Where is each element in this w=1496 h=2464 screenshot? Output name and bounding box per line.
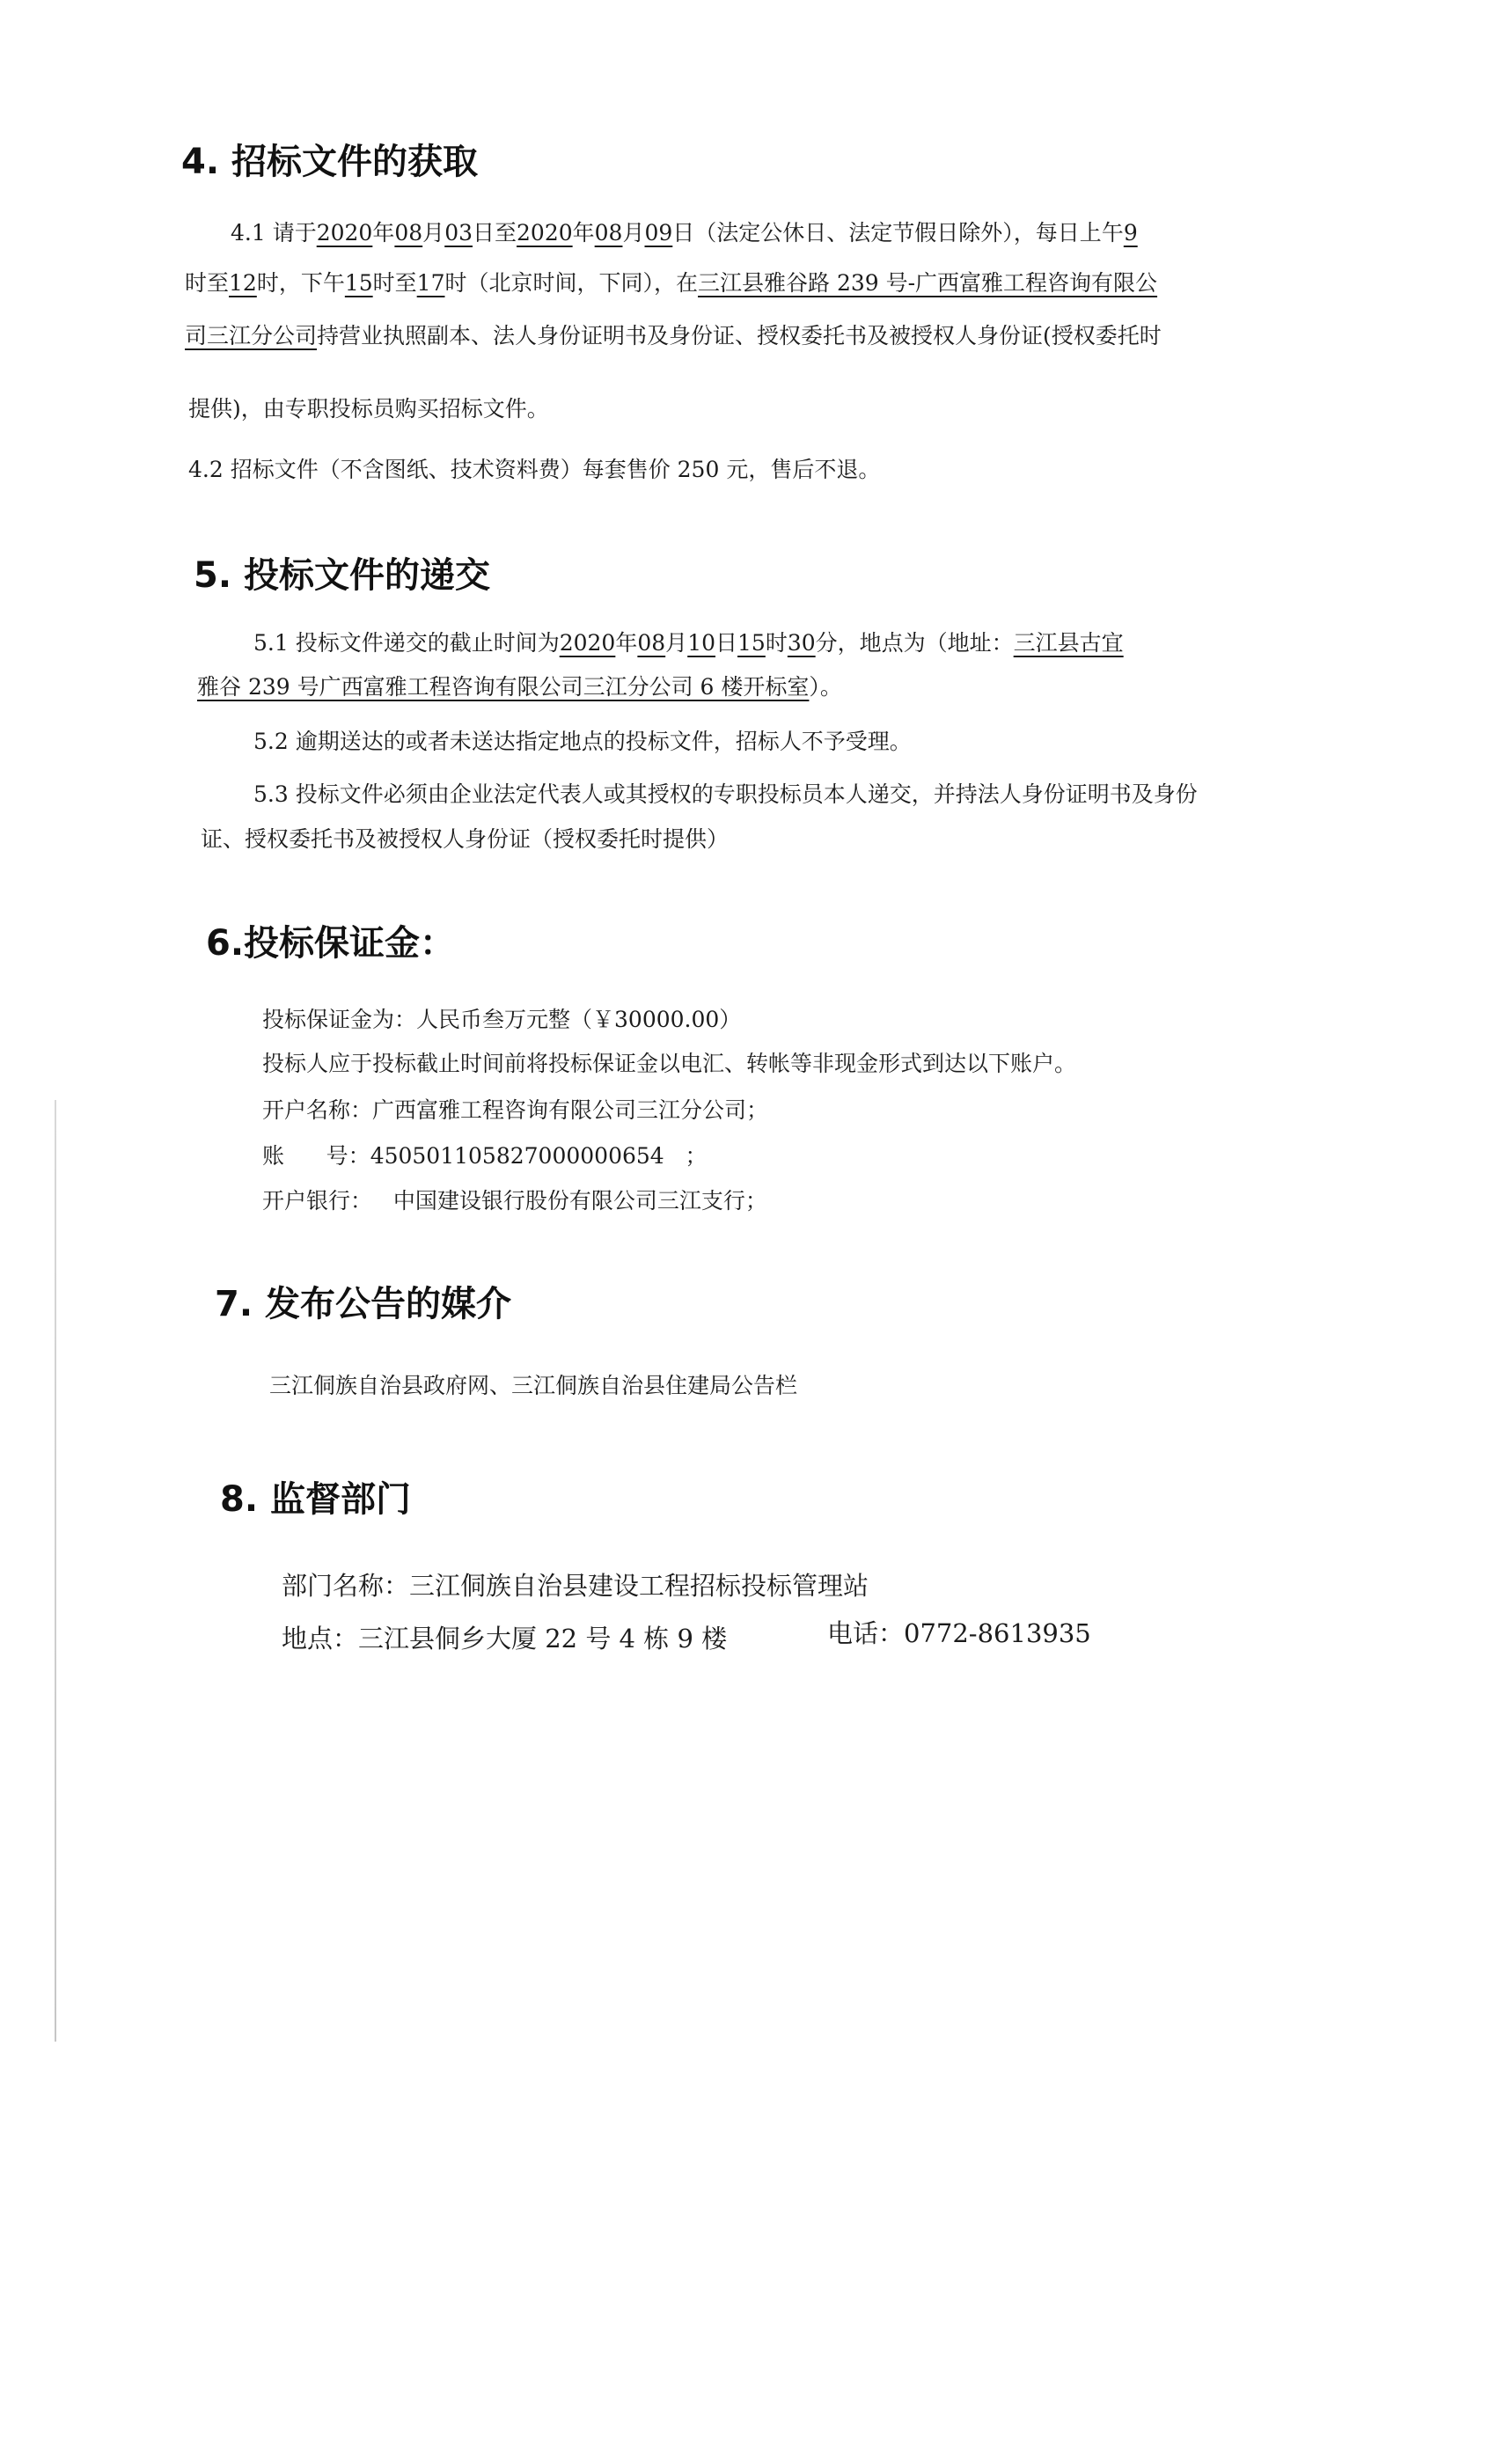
account-label: 账 号： bbox=[262, 1143, 370, 1169]
pm-end-hour: 17 bbox=[416, 270, 445, 296]
deadline-minute: 30 bbox=[787, 630, 816, 656]
section-5-3-line-1: 5.3 投标文件必须由企业法定代表人或其授权的专职投标员本人递交，并持法人身份证明书及身份 bbox=[253, 781, 1198, 807]
end-month: 08 bbox=[594, 220, 623, 246]
section-7-heading: 7. 发布公告的媒介 bbox=[215, 1284, 511, 1324]
text: 分，地点为（地址： bbox=[815, 630, 1014, 656]
bank-name: 开户银行： 中国建设银行股份有限公司三江支行； bbox=[262, 1188, 767, 1214]
text: 时 bbox=[765, 630, 788, 656]
text: 时至 bbox=[372, 270, 417, 296]
text: 年 bbox=[572, 220, 595, 246]
text: 日（法定公休日、法定节假日除外），每日上午 bbox=[672, 220, 1124, 246]
text: 月 bbox=[665, 630, 688, 656]
end-day: 09 bbox=[644, 220, 673, 246]
start-month: 08 bbox=[394, 220, 423, 246]
deadline-day: 10 bbox=[687, 630, 715, 656]
start-year: 2020 bbox=[316, 220, 373, 246]
pm-start-hour: 15 bbox=[344, 270, 373, 296]
section-4-heading: 4. 招标文件的获取 bbox=[181, 142, 478, 182]
text: 持营业执照副本、法人身份证明书及身份证、授权委托书及被授权人身份证(授权委托时 bbox=[317, 323, 1162, 348]
text: 时（北京时间，下同），在 bbox=[444, 270, 698, 296]
supervision-phone: 电话：0772-8613935 bbox=[827, 1618, 1091, 1648]
section-4-1-line-1 bbox=[231, 208, 1138, 258]
bond-payment-rule: 投标人应于投标截止时间前将投标保证金以电汇、转帐等非现金形式到达以下账户。 bbox=[262, 1051, 1077, 1076]
text: 月 bbox=[422, 220, 445, 246]
text: ）。 bbox=[809, 674, 842, 700]
text: 日 bbox=[715, 630, 738, 656]
bond-amount: 投标保证金为：人民币叁万元整（￥30000.00） bbox=[262, 1007, 742, 1032]
text: 4.1 请于 bbox=[231, 220, 317, 246]
section-4-1-line-3 bbox=[185, 311, 1162, 361]
section-4-1-line-2 bbox=[185, 258, 1157, 308]
account-name: 开户名称：广西富雅工程咨询有限公司三江分公司； bbox=[262, 1097, 769, 1123]
deadline-hour: 15 bbox=[737, 630, 766, 656]
opening-address: 三江县古宜 bbox=[1013, 630, 1124, 656]
section-5-2: 5.2 逾期送达的或者未送达指定地点的投标文件，招标人不予受理。 bbox=[253, 729, 912, 754]
section-8-heading: 8. 监督部门 bbox=[220, 1479, 411, 1520]
section-4-2: 4.2 招标文件（不含图纸、技术资料费）每套售价 250 元，售后不退。 bbox=[188, 457, 881, 482]
section-5-3-line-2: 证、授权委托书及被授权人身份证（授权委托时提供） bbox=[201, 826, 730, 852]
deadline-year: 2020 bbox=[559, 630, 616, 656]
section-5-heading: 5. 投标文件的递交 bbox=[194, 555, 490, 596]
text: 日至 bbox=[473, 220, 517, 246]
start-day: 03 bbox=[444, 220, 473, 246]
text: 5.1 投标文件递交的截止时间为 bbox=[253, 630, 560, 656]
account-number: 450501105827000000654 bbox=[370, 1143, 664, 1169]
sale-place-cont: 司三江分公司 bbox=[185, 323, 318, 348]
account-number-line bbox=[262, 1131, 708, 1181]
text: 时至 bbox=[185, 270, 230, 296]
supervision-department: 部门名称：三江侗族自治县建设工程招标投标管理站 bbox=[282, 1571, 869, 1601]
text: 时，下午 bbox=[256, 270, 345, 296]
text: 月 bbox=[622, 220, 645, 246]
scan-edge-line bbox=[55, 1100, 56, 2042]
section-4-1-line-4: 提供)，由专职投标员购买招标文件。 bbox=[188, 396, 549, 422]
section-6-heading: 6.投标保证金： bbox=[206, 923, 456, 964]
text: 年 bbox=[372, 220, 395, 246]
deadline-month: 08 bbox=[637, 630, 666, 656]
end-year: 2020 bbox=[517, 220, 573, 246]
text: ； bbox=[664, 1143, 708, 1169]
publication-media: 三江侗族自治县政府网、三江侗族自治县住建局公告栏 bbox=[269, 1373, 798, 1398]
am-start-hour: 9 bbox=[1123, 220, 1138, 246]
section-5-1-line-2 bbox=[197, 662, 842, 712]
section-5-1-line-1 bbox=[253, 618, 1124, 668]
supervision-address: 地点：三江县侗乡大厦 22 号 4 栋 9 楼 bbox=[282, 1624, 728, 1654]
text: 年 bbox=[615, 630, 638, 656]
am-end-hour: 12 bbox=[229, 270, 257, 296]
sale-place: 三江县雅谷路 239 号-广西富雅工程咨询有限公 bbox=[698, 270, 1158, 296]
opening-address-cont: 雅谷 239 号广西富雅工程咨询有限公司三江分公司 6 楼开标室 bbox=[197, 674, 810, 700]
